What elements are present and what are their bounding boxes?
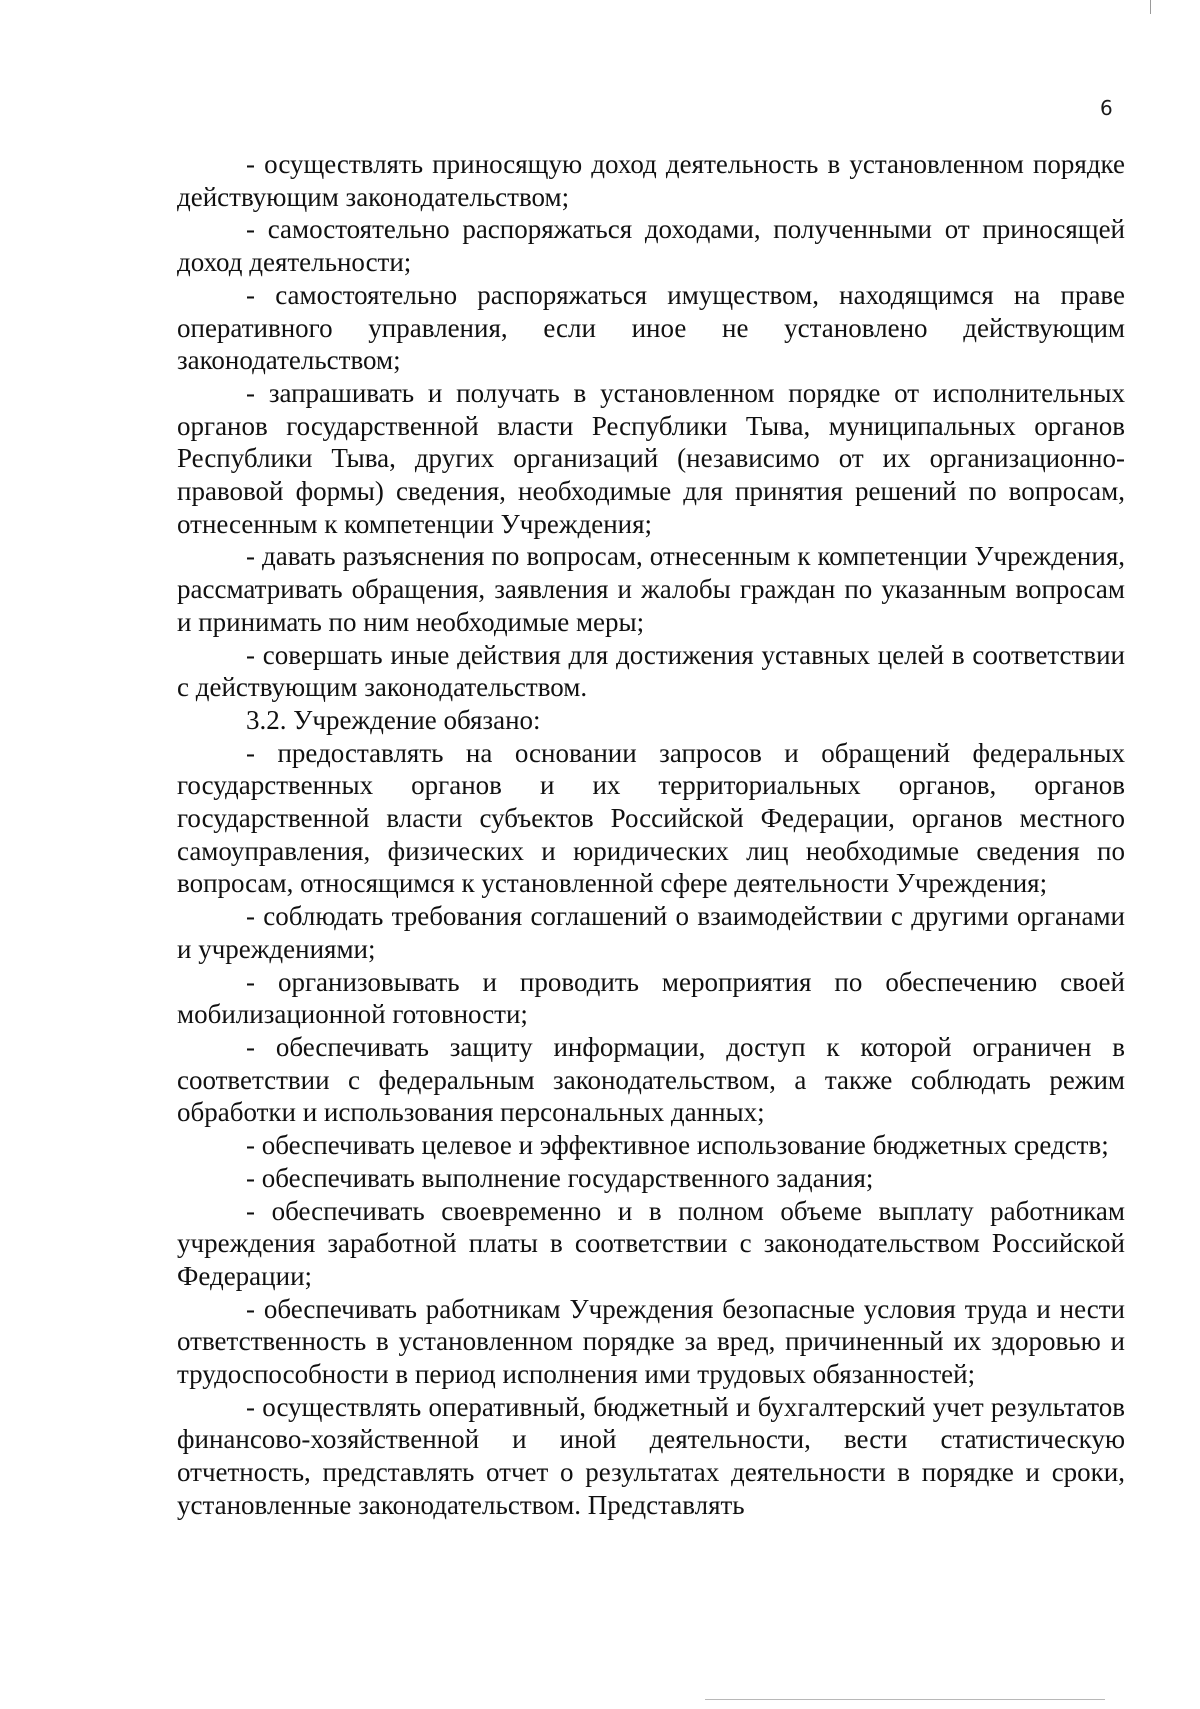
paragraph-other-actions: - совершать иные действия для достижения уставных целей в соответствии с действующим законодательством.: [177, 639, 1125, 703]
paragraph-income-activity: - осуществлять приносящую доход деятельность в установленном порядке действующим законодательством;: [177, 149, 1125, 212]
paragraph-comply-agreements: - соблюдать требования соглашений о взаимодействии с другими органами и учреждениями;: [177, 901, 1125, 964]
paragraph-provide-information: - предоставлять на основании запросов и обращений федеральных государственных органов и их территориальных органов, органов государственной власти субъектов Российской Федерации, органов местного самоуправления, физических и юридических лиц необходимые сведения по вопросам, относящимся к установленной сфере деятельности Учреждения;: [177, 737, 1125, 899]
paragraph-dispose-income: - самостоятельно распоряжаться доходами, полученными от приносящей доход деятельности;: [177, 214, 1125, 278]
paragraph-mobilization: - организовывать и проводить мероприятия по обеспечению своей мобилизационной готовности;: [177, 966, 1125, 1030]
paragraph-information-protection: - обеспечивать защиту информации, доступ к которой ограничен в соответствии с федеральным законодательством, а также соблюдать режим обработки и использования персональных данных;: [177, 1031, 1125, 1128]
document-body: [177, 148, 1125, 1522]
paragraph-state-assignment: - обеспечивать выполнение государственного задания;: [246, 1162, 874, 1193]
paragraph-request-information: - запрашивать и получать в установленном порядке от исполнительных органов государственной власти Республики Тыва, муниципальных органов Республики Тыва, других организаций (независимо от их организационно-правовой формы) сведения, необходимые для принятия решений по вопросам, отнесенным к компетенции Учреждения;: [177, 377, 1125, 539]
scan-artifact-line: [705, 1699, 1105, 1700]
paragraph-dispose-property: - самостоятельно распоряжаться имуществом, находящимся на праве оперативного управления, если иное не установлено действующим законодательством;: [177, 279, 1125, 376]
paragraph-accounting: - осуществлять оперативный, бюджетный и бухгалтерский учет результатов финансово-хозяйственной и иной деятельности, вести статистическую отчетность, представлять отчет о результатах деятельности в порядке и сроки, установленные законодательством. Представлять: [177, 1391, 1125, 1520]
page-number: 6: [1100, 96, 1113, 120]
scan-edge-mark: [1150, 0, 1151, 14]
paragraph-safe-conditions: - обеспечивать работникам Учреждения безопасные условия труда и нести ответственность в установленном порядке за вред, причиненный их здоровью и трудоспособности в период исполнения ими трудовых обязанностей;: [177, 1293, 1125, 1390]
paragraph-budget-funds: - обеспечивать целевое и эффективное использование бюджетных средств;: [246, 1130, 1109, 1161]
section-heading-3-2: 3.2. Учреждение обязано:: [246, 704, 541, 735]
paragraph-give-explanations: - давать разъяснения по вопросам, отнесенным к компетенции Учреждения, рассматривать обращения, заявления и жалобы граждан по указанным вопросам и принимать по ним необходимые меры;: [177, 541, 1125, 637]
paragraph-salary-payment: - обеспечивать своевременно и в полном объеме выплату работникам учреждения заработной платы в соответствии с законодательством Российской Федерации;: [177, 1195, 1125, 1291]
